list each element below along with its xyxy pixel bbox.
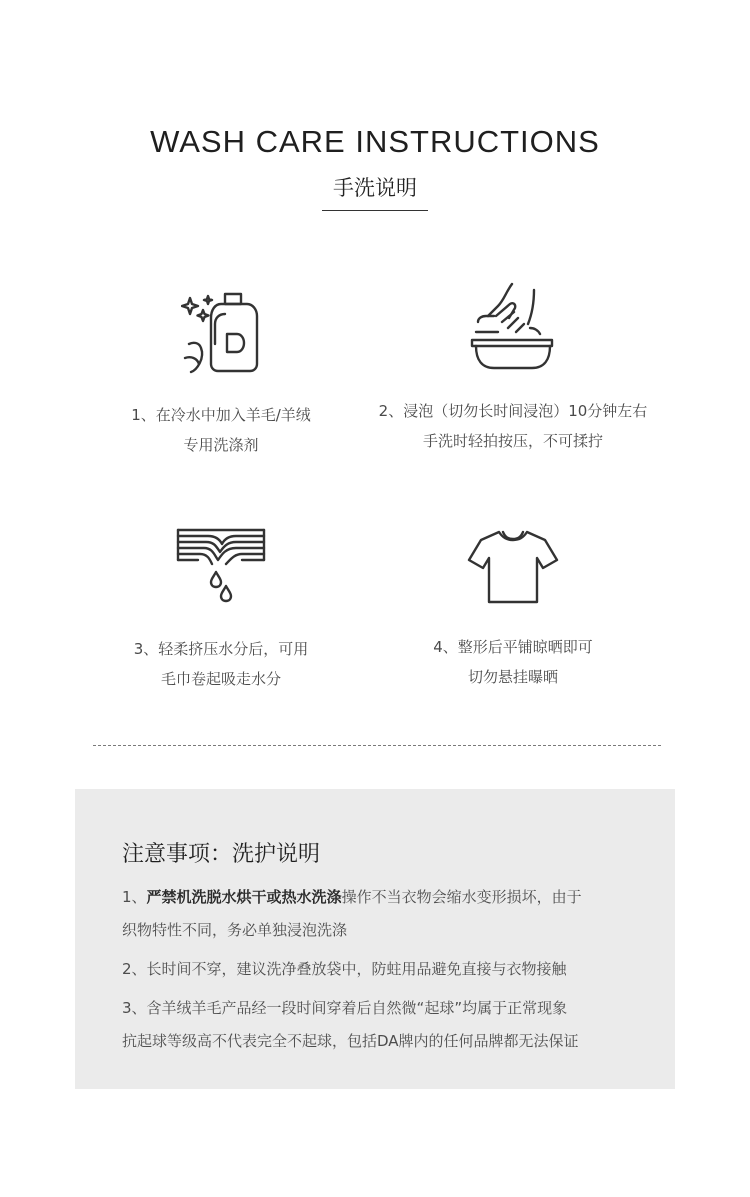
notice-item-1-line-2: 织物特性不同，务必单独浸泡洗涤 bbox=[122, 921, 348, 939]
notice-item-1 bbox=[122, 881, 652, 947]
notice-item-3 bbox=[122, 992, 652, 1058]
wring-dripping-icon bbox=[176, 528, 266, 612]
step-2-line-1: 2、浸泡（切勿长时间浸泡）10分钟左右 bbox=[378, 402, 648, 420]
page-title-en: WASH CARE INSTRUCTIONS bbox=[150, 124, 600, 159]
notice-item-3-line-1: 3、含羊绒羊毛产品经一段时间穿着后自然微“起球”均属于正常现象 bbox=[122, 999, 568, 1017]
care-step-2 bbox=[348, 282, 678, 456]
step-3-line-2: 毛巾卷起吸走水分 bbox=[160, 670, 281, 688]
care-step-1 bbox=[56, 288, 386, 460]
step-3-line-1: 3、轻柔挤压水分后，可用 bbox=[133, 640, 309, 658]
tshirt-icon bbox=[467, 528, 559, 608]
step-2-line-2: 手洗时轻拍按压，不可揉拧 bbox=[422, 432, 603, 450]
notice-list bbox=[122, 881, 652, 1058]
section-divider bbox=[93, 745, 661, 746]
step-4-line-2: 切勿悬挂曝晒 bbox=[467, 668, 558, 686]
detergent-bottle-icon bbox=[181, 288, 261, 378]
hand-wash-basin-icon bbox=[468, 282, 558, 378]
notice-panel bbox=[75, 789, 675, 1089]
notice-item-3-line-2: 抗起球等级高不代表完全不起球，包括DA牌内的任何品牌都无法保证 bbox=[122, 1032, 579, 1050]
notice-title: 注意事项：洗护说明 bbox=[122, 842, 321, 867]
care-step-3 bbox=[56, 528, 386, 694]
notice-item-1-text: 操作不当衣物会缩水变形损坏，由于 bbox=[341, 888, 582, 906]
notice-item-1-prefix: 1、 bbox=[122, 888, 147, 906]
page-title-cn: 手洗说明 bbox=[333, 176, 417, 200]
care-step-4 bbox=[348, 528, 678, 692]
notice-item-2-line-1: 2、长时间不穿，建议洗净叠放袋中，防蛀用品避免直接与衣物接触 bbox=[122, 960, 567, 978]
step-4-line-1: 4、整形后平铺晾晒即可 bbox=[433, 638, 593, 656]
notice-item-1-line-1 bbox=[122, 881, 652, 914]
step-1-line-2: 专用洗涤剂 bbox=[183, 436, 259, 454]
step-1-line-1: 1、在冷水中加入羊毛/羊绒 bbox=[131, 406, 311, 424]
title-underline bbox=[322, 210, 428, 211]
notice-item-1-warning: 严禁机洗脱水烘干或热水洗涤 bbox=[146, 888, 342, 906]
notice-item-2 bbox=[122, 953, 652, 986]
